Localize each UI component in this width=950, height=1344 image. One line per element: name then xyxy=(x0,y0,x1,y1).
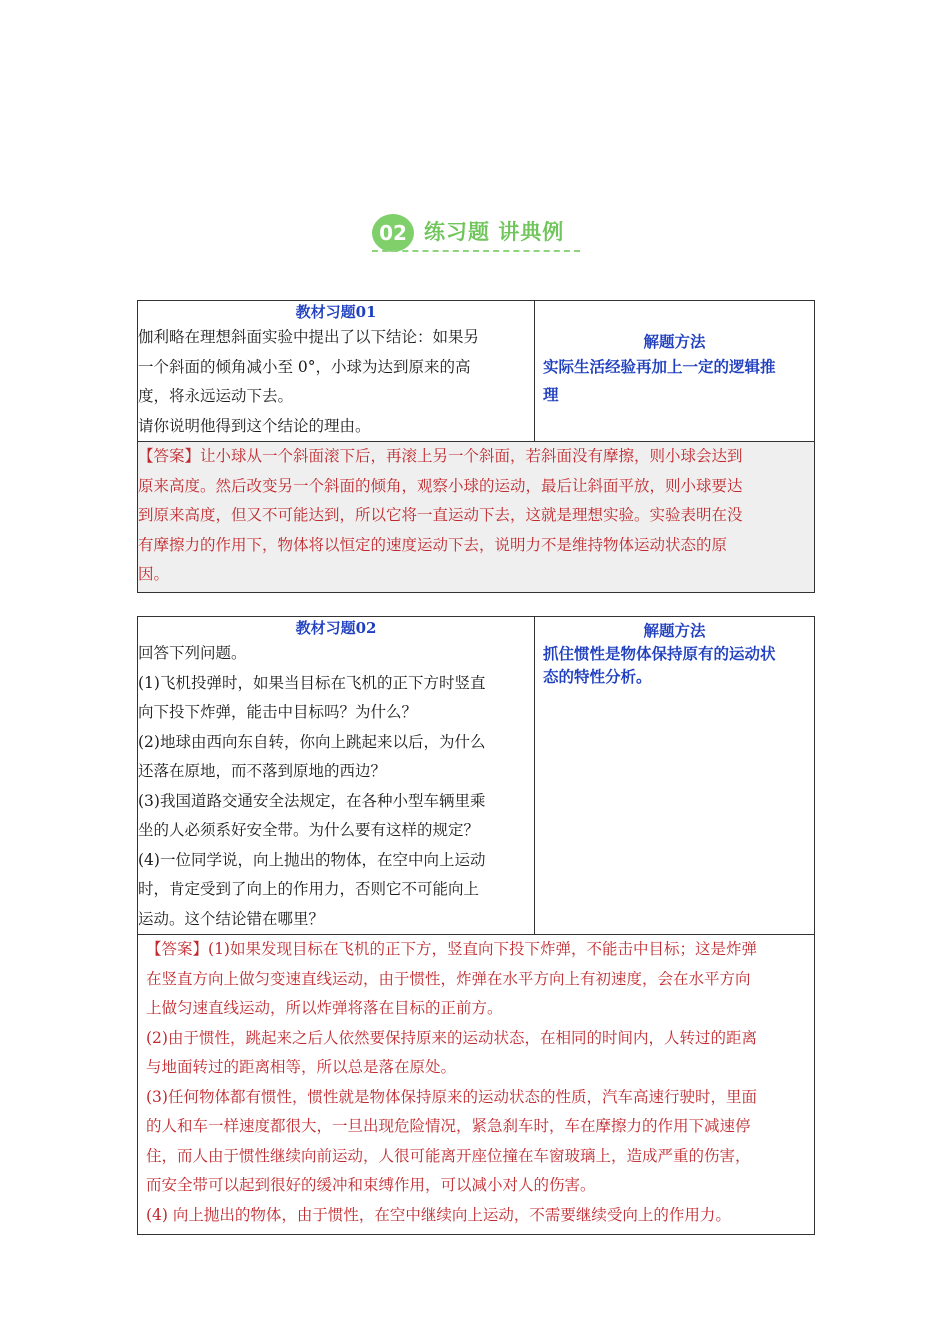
exercise-1-answer-tag: 【答案】 xyxy=(138,447,201,465)
exercise-2-question-line: (2)地球由西向东自转，你向上跳起来以后，为什么 xyxy=(138,732,486,751)
exercise-2-answer-cell xyxy=(138,935,815,1235)
exercise-2-table xyxy=(137,616,815,1235)
section-header xyxy=(372,212,582,258)
exercise-1-question-line: 伽利略在理想斜面实验中提出了以下结论：如果另 xyxy=(138,328,480,346)
exercise-2-answer-line: (4) 向上抛出的物体，由于惯性，在空中继续向上运动，不需要继续受向上的作用力。 xyxy=(146,1205,731,1224)
exercise-2-question-line: (3)我国道路交通安全法规定，在各种小型车辆里乘 xyxy=(138,791,486,810)
exercise-2-method-line: 抓住惯性是物体保持原有的运动状 xyxy=(543,644,776,663)
exercise-2-question-line: 向下投下炸弹，能击中目标吗？为什么？ xyxy=(138,703,418,721)
exercise-1-method-line: 实际生活经验再加上一定的逻辑推 xyxy=(543,357,776,376)
exercise-2-question-line: 还落在原地，而不落到原地的西边？ xyxy=(138,762,387,780)
exercise-1-answer-line: 【答案】让小球从一个斜面滚下后，再滚上另一个斜面，若斜面没有摩擦，则小球会达到 xyxy=(138,447,743,465)
exercise-1-answer-block xyxy=(138,442,814,592)
exercise-2-answer-tag: 【答案】 xyxy=(146,940,209,958)
exercise-1-method-title: 解题方法 xyxy=(643,332,706,351)
exercise-2-answer-line: 在竖直方向上做匀变速直线运动，由于惯性，炸弹在水平方向上有初速度，会在水平方向 xyxy=(146,969,751,988)
exercise-2-question-line: (4)一位同学说，向上抛出的物体，在空中向上运动 xyxy=(138,850,486,869)
exercise-2-answer-line: (2)由于惯性，跳起来之后人依然要保持原来的运动状态，在相同的时间内，人转过的距离 xyxy=(146,1028,757,1047)
exercise-1-title: 教材习题01 xyxy=(295,303,377,321)
exercise-2-answer-line: (3)任何物体都有惯性，惯性就是物体保持原来的运动状态的性质，汽车高速行驶时，里面 xyxy=(146,1087,757,1106)
exercise-1-answer-line: 有摩擦力的作用下，物体将以恒定的速度运动下去，说明力不是维持物体运动状态的原 xyxy=(138,535,728,554)
exercise-2-method-title: 解题方法 xyxy=(643,621,706,640)
section-number-badge: 02 xyxy=(372,214,414,252)
exercise-1-method-cell xyxy=(535,301,815,442)
exercise-2-method-line: 态的特性分析。 xyxy=(543,667,652,686)
exercise-2-question-line: 运动。这个结论错在哪里？ xyxy=(138,909,325,928)
exercise-2-answer-line: 【答案】(1)如果发现目标在飞机的正下方，竖直向下投下炸弹，不能击中目标；这是炸弹 xyxy=(146,940,757,958)
exercise-2-answer-line: 而安全带可以起到很好的缓冲和束缚作用，可以减小对人的伤害。 xyxy=(146,1176,596,1194)
exercise-1-answer-line: 原来高度。然后改变另一个斜面的倾角，观察小球的运动，最后让斜面平放，则小球要达 xyxy=(138,476,743,495)
section-title: 练习题 讲典例 xyxy=(424,220,565,244)
exercise-2-answer-line: 与地面转过的距离相等，所以总是落在原处。 xyxy=(146,1058,457,1076)
exercise-2-question-line: (1)飞机投弹时，如果当目标在飞机的正下方时竖直 xyxy=(138,673,486,692)
exercise-2-title: 教材习题02 xyxy=(295,619,377,637)
section-underline-divider xyxy=(372,250,580,252)
exercise-1-table xyxy=(137,300,815,593)
exercise-1-answer-cell xyxy=(138,442,815,593)
exercise-2-question-line: 坐的人必须系好安全带。为什么要有这样的规定？ xyxy=(138,821,480,839)
exercise-1-method-line: 理 xyxy=(543,385,559,404)
exercise-2-method-cell xyxy=(535,617,815,935)
exercise-1-question-cell xyxy=(138,301,535,442)
exercise-2-answer-line: 上做匀速直线运动，所以炸弹将落在目标的正前方。 xyxy=(146,999,503,1017)
exercise-2-answer-line: 的人和车一样速度都很大，一旦出现危险情况，紧急刹车时，车在摩擦力的作用下减速停 xyxy=(146,1117,751,1135)
exercise-1-question-line: 度，将永远运动下去。 xyxy=(138,387,294,405)
exercise-2-question-line: 回答下列问题。 xyxy=(138,644,247,662)
exercise-2-question-cell xyxy=(138,617,535,935)
exercise-1-answer-line: 到原来高度，但又不可能达到，所以它将一直运动下去，这就是理想实验。实验表明在没 xyxy=(138,506,743,524)
exercise-2-answer-line: 住，而人由于惯性继续向前运动，人很可能离开座位撞在车窗玻璃上，造成严重的伤害， xyxy=(146,1146,751,1165)
exercise-1-answer-line: 因。 xyxy=(138,565,170,583)
exercise-1-question-line: 一个斜面的倾角减小至 0°，小球为达到原来的高 xyxy=(138,357,471,376)
exercise-1-question-line: 请你说明他得到这个结论的理由。 xyxy=(138,416,371,435)
exercise-2-question-line: 时，肯定受到了向上的作用力，否则它不可能向上 xyxy=(138,880,480,898)
